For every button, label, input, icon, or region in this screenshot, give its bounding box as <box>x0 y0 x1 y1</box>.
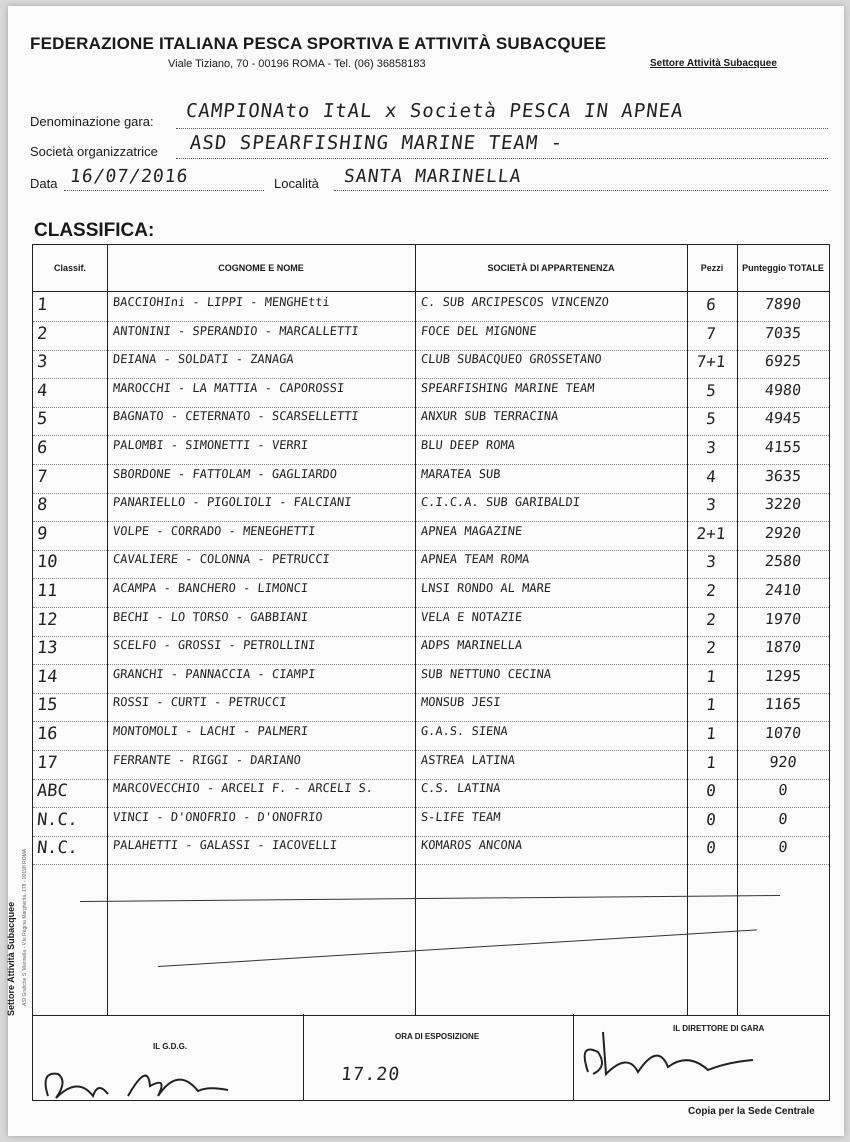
punteggio-cell: 6925 <box>764 352 802 371</box>
copia-label: Copia per la Sede Centrale <box>688 1106 815 1117</box>
societa-cell: FOCE DEL MIGNONE <box>420 323 538 338</box>
side-label: Settore Attività Subacquee <box>6 901 16 1016</box>
societa-cell: G.A.S. SIENA <box>420 724 509 738</box>
classif-cell: 14 <box>36 666 59 687</box>
societa-cell: CLUB SUBACQUEO GROSSETANO <box>420 352 603 367</box>
nome-cell: SBORDONE - FATTOLAM - GAGLIARDO <box>112 466 338 481</box>
sector-label: Settore Attività Subacquee <box>650 58 777 69</box>
denominazione-value: CAMPIONAto ItAL x Società PESCA IN APNEA <box>184 100 685 122</box>
societa-cell: LNSI RONDO AL MARE <box>420 581 552 595</box>
table-row <box>33 436 829 465</box>
societa-cell: ANXUR SUB TERRACINA <box>420 409 559 424</box>
pezzi-cell: 4 <box>705 466 717 486</box>
pezzi-cell: 5 <box>705 409 717 429</box>
pezzi-cell: 3 <box>705 552 717 572</box>
document-sheet <box>8 6 844 1136</box>
societa-line <box>176 157 828 159</box>
nome-cell: FERRANTE - RIGGI - DARIANO <box>112 752 302 767</box>
table-row <box>33 808 829 837</box>
classif-cell: 1 <box>36 295 49 315</box>
nome-cell: MAROCCHI - LA MATTIA - CAPOROSSI <box>112 380 345 395</box>
punteggio-cell: 7890 <box>764 295 802 313</box>
pezzi-cell: 1 <box>705 666 717 686</box>
nome-cell: BACCIOHIni - LIPPI - MENGHEtti <box>112 295 331 309</box>
header-nome: COGNOME E NOME <box>218 263 304 273</box>
nome-cell: ROSSI - CURTI - PETRUCCI <box>112 695 288 710</box>
classif-cell: 12 <box>36 609 59 630</box>
denominazione-line <box>176 127 828 129</box>
pezzi-cell: 7 <box>705 323 717 343</box>
societa-cell: VELA E NOTAZIE <box>420 609 523 624</box>
classif-cell: 8 <box>36 495 49 516</box>
pezzi-cell: 0 <box>705 809 717 829</box>
federation-title: FEDERAZIONE ITALIANA PESCA SPORTIVA E ATTIVITÀ SUBACQUEE <box>30 34 607 53</box>
punteggio-cell: 7035 <box>764 323 802 342</box>
punteggio-cell: 920 <box>768 752 798 771</box>
federation-address: Viale Tiziano, 70 - 00196 ROMA - Tel. (06) 36858183 <box>168 58 426 70</box>
table-row <box>33 293 829 322</box>
table-row <box>33 522 829 551</box>
data-label: Data <box>30 176 58 191</box>
table-row <box>33 608 829 637</box>
nome-cell: SCELFO - GROSSI - PETROLLINI <box>112 638 316 653</box>
classif-cell: 2 <box>36 323 49 344</box>
nome-cell: VOLPE - CORRADO - MENEGHETTI <box>112 523 316 538</box>
punteggio-cell: 3220 <box>764 495 802 514</box>
societa-cell: MONSUB JESI <box>420 695 502 710</box>
pezzi-cell: 5 <box>705 380 717 400</box>
societa-cell: SPEARFISHING MARINE TEAM <box>420 380 596 395</box>
punteggio-cell: 0 <box>777 781 789 800</box>
table-row <box>33 493 829 522</box>
header-classif: Classif. <box>53 263 86 273</box>
societa-cell: APNEA MAGAZINE <box>420 523 523 538</box>
punteggio-cell: 3635 <box>764 466 802 485</box>
table-row <box>33 636 829 665</box>
classif-cell: 7 <box>36 466 49 487</box>
societa-cell: ADPS MARINELLA <box>420 638 523 653</box>
nome-cell: PANARIELLO - PIGOLIOLI - FALCIANI <box>112 495 353 510</box>
table-row <box>33 379 829 408</box>
societa-cell: C.I.C.A. SUB GARIBALDI <box>420 495 581 510</box>
societa-cell: C. SUB ARCIPESCOS VINCENZO <box>420 295 610 309</box>
table-row <box>33 407 829 436</box>
classif-cell: 6 <box>36 438 49 458</box>
nome-cell: MARCOVECCHIO - ARCELI F. - ARCELI S. <box>112 781 374 796</box>
classif-cell: 11 <box>36 581 59 601</box>
nome-cell: ACAMPA - BANCHERO - LIMONCI <box>112 581 309 595</box>
data-value: 16/07/2016 <box>68 166 190 187</box>
punteggio-cell: 1070 <box>764 724 802 742</box>
table-row <box>33 665 829 694</box>
punteggio-cell: 1970 <box>764 609 802 628</box>
ora-label: ORA DI ESPOSIZIONE <box>395 1032 480 1041</box>
punteggio-cell: 2580 <box>764 552 802 571</box>
nome-cell: CAVALIERE - COLONNA - PETRUCCI <box>112 552 331 567</box>
nome-cell: BAGNATO - CETERNATO - SCARSELLETTI <box>112 409 360 424</box>
punteggio-cell: 2410 <box>764 581 802 599</box>
pezzi-cell: 2 <box>705 638 717 658</box>
pezzi-cell: 1 <box>705 752 717 772</box>
nome-cell: MONTOMOLI - LACHI - PALMERI <box>112 724 309 738</box>
header-pezzi: Pezzi <box>700 263 724 273</box>
direttore-label: IL DIRETTORE DI GARA <box>673 1024 765 1033</box>
societa-cell: APNEA TEAM ROMA <box>420 552 530 567</box>
classif-cell: 10 <box>36 552 59 573</box>
classif-cell: 16 <box>36 724 59 744</box>
localita-line <box>334 189 828 191</box>
table-row <box>33 693 829 722</box>
classif-cell: 5 <box>36 409 49 430</box>
classif-cell: 3 <box>36 352 49 373</box>
table-row <box>33 322 829 351</box>
societa-cell: ASTREA LATINA <box>420 752 516 767</box>
nome-cell: PALOMBI - SIMONETTI - VERRI <box>112 438 309 452</box>
societa-cell: C.S. LATINA <box>420 781 502 796</box>
table-row <box>33 579 829 608</box>
classif-cell: 9 <box>36 523 49 544</box>
punteggio-cell: 2920 <box>764 523 802 542</box>
pezzi-cell: 0 <box>705 838 717 858</box>
punteggio-cell: 1295 <box>764 666 802 685</box>
table-row <box>33 350 829 379</box>
side-small-print: ASI Grafiche S. Marinella - V.le Regina Margherita, 178 - 00198 ROMA <box>22 848 28 1006</box>
punteggio-cell: 4945 <box>764 409 802 428</box>
pezzi-cell: 7+1 <box>695 352 727 372</box>
localita-label: Località <box>274 176 319 191</box>
data-line <box>64 189 264 191</box>
pezzi-cell: 6 <box>705 295 717 314</box>
classif-cell: ABC <box>36 781 69 802</box>
direttore-signature <box>568 1022 788 1082</box>
table-row <box>33 779 829 808</box>
societa-label: Società organizzatrice <box>30 144 158 159</box>
table-row <box>33 550 829 579</box>
pezzi-cell: 1 <box>705 724 717 743</box>
punteggio-cell: 0 <box>777 809 789 828</box>
nome-cell: PALAHETTI - GALASSI - IACOVELLI <box>112 838 338 853</box>
societa-cell: KOMAROS ANCONA <box>420 838 523 853</box>
classif-cell: N.C. <box>36 838 79 859</box>
nome-cell: ANTONINI - SPERANDIO - MARCALLETTI <box>112 323 360 338</box>
header-societa: SOCIETÀ DI APPARTENENZA <box>487 263 615 273</box>
punteggio-cell: 0 <box>777 838 789 857</box>
nome-cell: VINCI - D'ONOFRIO - D'ONOFRIO <box>112 809 324 824</box>
table-row <box>33 722 829 751</box>
punteggio-cell: 1165 <box>764 695 802 714</box>
punteggio-cell: 1870 <box>764 638 802 657</box>
nome-cell: DEIANA - SOLDATI - ZANAGA <box>112 352 295 367</box>
societa-value: ASD SPEARFISHING MARINE TEAM - <box>188 132 565 154</box>
header-punteggio: Punteggio TOTALE <box>742 263 824 273</box>
nome-cell: BECHI - LO TORSO - GABBIANI <box>112 609 309 624</box>
gdg-label: IL G.D.G. <box>153 1042 188 1051</box>
classif-cell: 13 <box>36 638 59 659</box>
classif-cell: N.C. <box>36 809 79 830</box>
societa-cell: SUB NETTUNO CECINA <box>420 666 552 681</box>
pezzi-cell: 3 <box>705 438 717 457</box>
societa-cell: BLU DEEP ROMA <box>420 438 516 452</box>
table-row <box>33 465 829 494</box>
pezzi-cell: 3 <box>705 495 717 515</box>
classif-cell: 17 <box>36 752 59 773</box>
denominazione-label: Denominazione gara: <box>30 114 154 129</box>
nome-cell: GRANCHI - PANNACCIA - CIAMPI <box>112 666 316 681</box>
societa-cell: S-LIFE TEAM <box>420 809 502 824</box>
pezzi-cell: 2 <box>705 609 717 629</box>
ora-value: 17.20 <box>339 1064 402 1085</box>
table-row <box>33 836 829 865</box>
classif-cell: 15 <box>36 695 59 716</box>
punteggio-cell: 4980 <box>764 380 802 399</box>
punteggio-cell: 4155 <box>764 438 802 456</box>
societa-cell: MARATEA SUB <box>420 466 502 481</box>
table-row <box>33 751 829 780</box>
pezzi-cell: 2+1 <box>695 523 727 543</box>
pezzi-cell: 0 <box>705 781 717 801</box>
pezzi-cell: 2 <box>705 581 717 600</box>
pezzi-cell: 1 <box>705 695 717 715</box>
classif-cell: 4 <box>36 380 49 401</box>
gdg-signature <box>38 1056 258 1116</box>
localita-value: SANTA MARINELLA <box>342 166 523 187</box>
classifica-title: CLASSIFICA: <box>34 220 155 241</box>
